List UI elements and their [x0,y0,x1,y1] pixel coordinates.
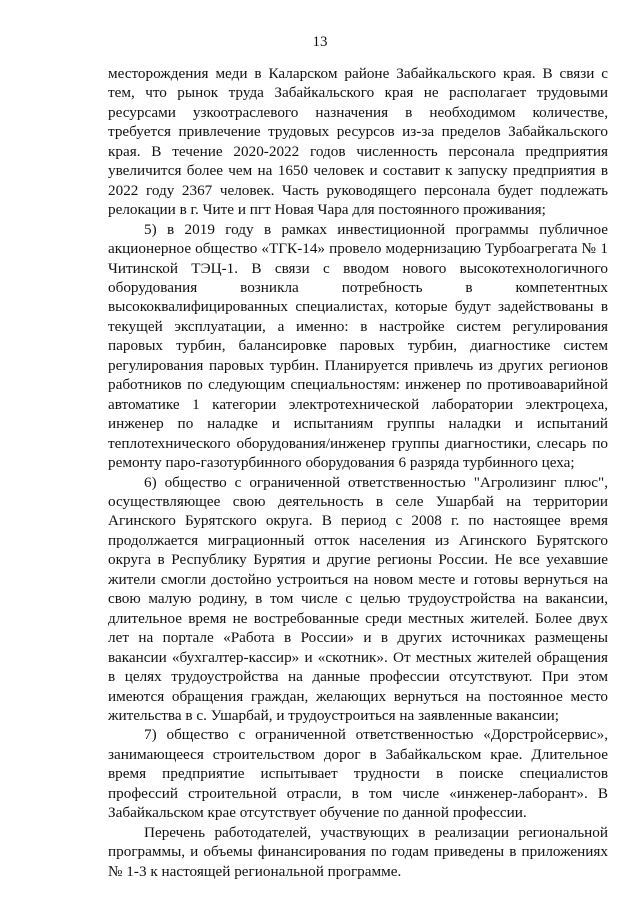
paragraph-copper-deposit: месторождения меди в Каларском районе Забайкальского края. В связи с тем, что рынок труда Забайкальского края не располагает трудовыми ресурсами узкоотраслевого назначения в необходимом количестве, требуется привлечение трудовых ресурсов из-за пределов Забайкальского края. В течение 2020-2022 годов численность персонала предприятия увеличится более чем на 1650 человек и составит к запуску предприятия в 2022 году 2367 человек. Часть руководящего персонала будет подлежать релокации в г. Чите и пгт Новая Чара для постоянного проживания; [108,65,608,219]
paragraph-dorstroyservis: 7) общество с ограниченной ответственностью «Дорстройсервис», занимающееся строительством дорог в Забайкальском крае. Длительное время предприятие испытывает трудности в поиске специалистов профессий строительной отрасли, в том числе «инженер-лаборант». В Забайкальском крае отсутствует обучение по данной профессии. [108,726,608,822]
paragraph-tgk-14: 5) в 2019 году в рамках инвестиционной программы публичное акционерное общество «ТГК-14» провело модернизацию Турбоагрегата № 1 Читинской ТЭЦ-1. В связи с вводом нового высокотехнологичного оборудования возникла потребность в компетентных высококвалифицированных специалистах, которые будут задействованы в текущей эксплуатации, а именно: в настройке систем регулирования паровых турбин, балансировке паровых турбин, диагностике систем регулирования паровых турбин. Планируется привлечь из других регионов работников по следующим специальностям: инженер по противоаварийной автоматике 1 категории электротехнической лаборатории электроцеха, инженер по наладке и испытаниям группы наладки и испытаний теплотехнического оборудования/инженер группы диагностики, слесарь по ремонту паро-газотурбинного оборудования 6 разряда турбинного цеха; [108,220,608,472]
paragraph-agroleasing-plus: 6) общество с ограниченной ответственностью "Агролизинг плюс", осуществляющее свою деятельность в селе Ушарбай на территории Агинского Бурятского округа. В период с 2008 г. по настоящее время продолжается миграционный отток населения из Агинского Бурятского округа в Республику Бурятия и другие регионы России. Не все уехавшие жители смогли достойно устроиться на новом месте и готовы вернуться на свою малую родину, в том числе с целью трудоустройства на вакансии, длительное время не востребованные среди местных жителей. Более двух лет на портале «Работа в России» и в других источниках размещены вакансии «бухгалтер-кассир» и «скотник». От местных жителей обращения в целях трудоустройства на данные профессии отсутствуют. При этом имеются обращения граждан, желающих вернуться на постоянное место жительства в с. Ушарбай, и трудоустроиться на заявленные вакансии; [108,473,608,724]
paragraph-employers-list: Перечень работодателей, участвующих в реализации региональной программы, и объемы финансирования по годам приведены в приложениях № 1-3 к настоящей региональной программе. [108,823,608,880]
document-body [108,64,608,881]
page-number: 13 [312,34,328,50]
